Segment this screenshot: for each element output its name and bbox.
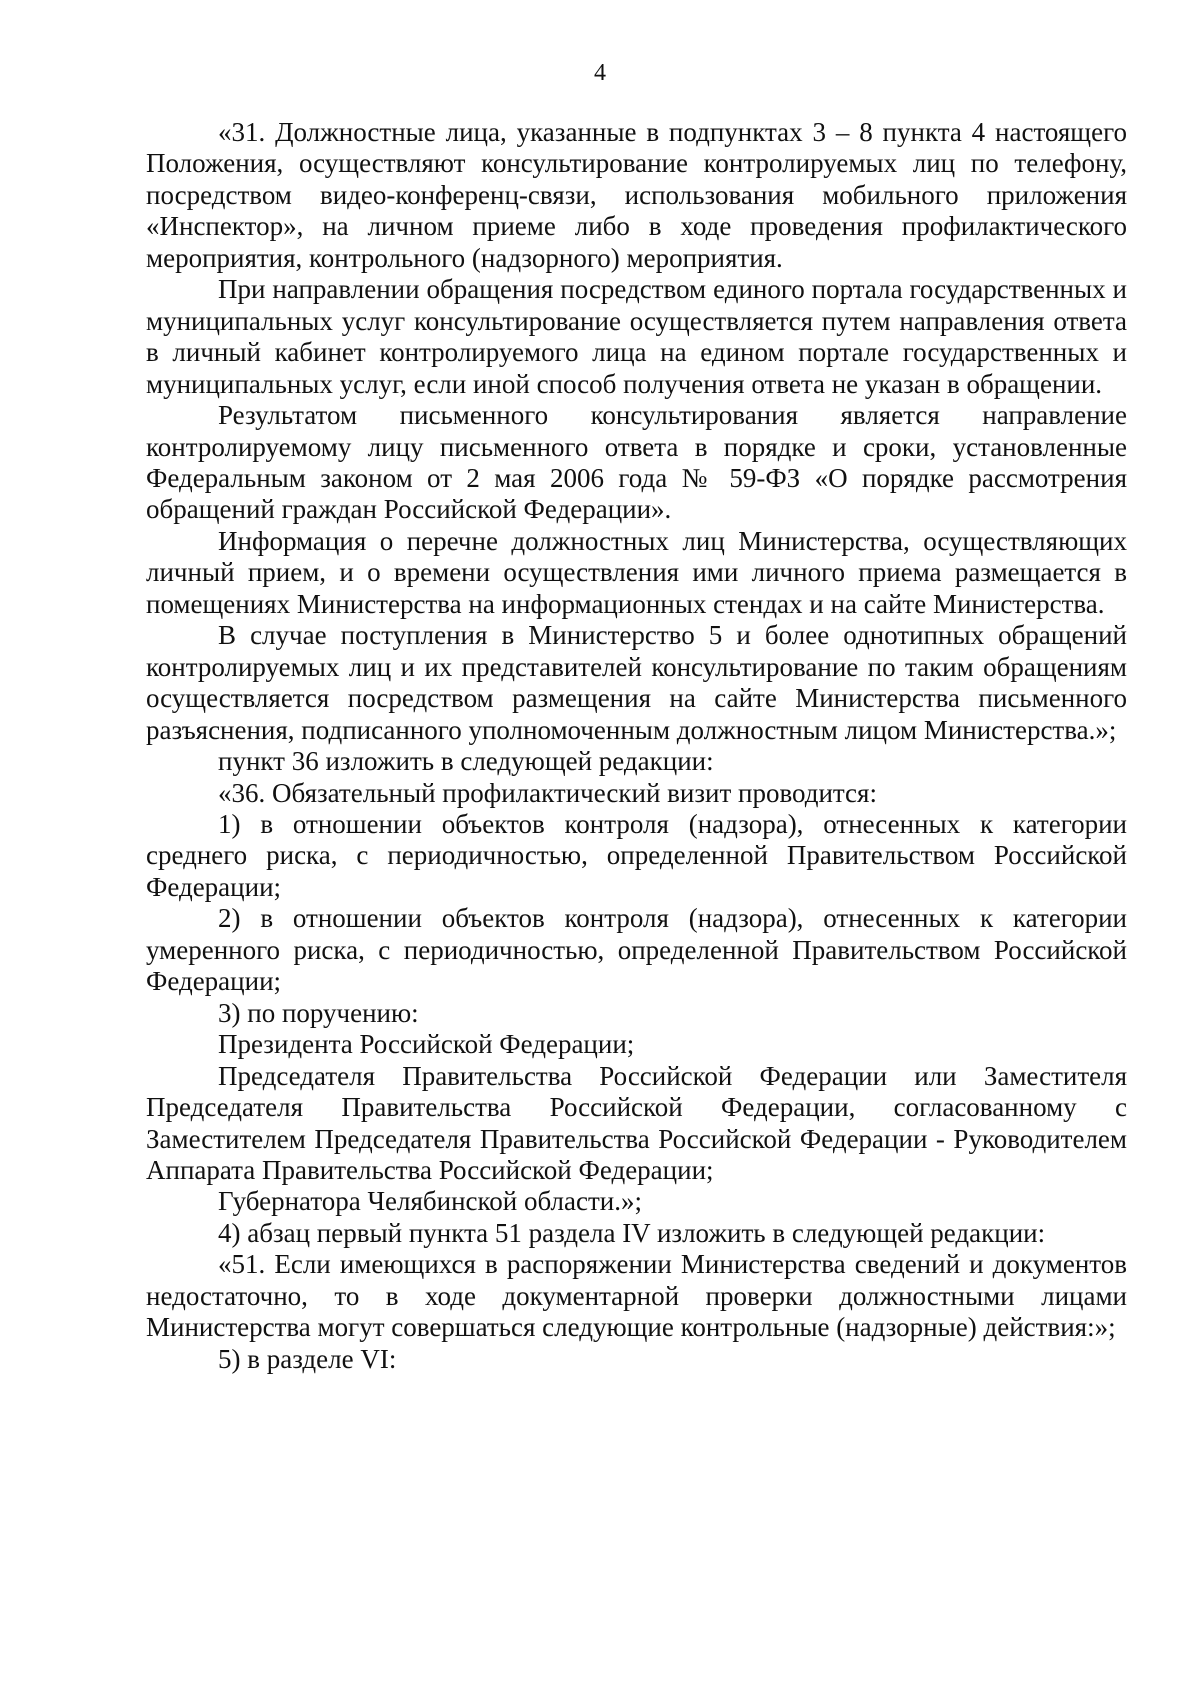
paragraph-portal-consulting: При направлении обращения посредством единого портала государственных и муниципальных услуг консультирование осуществляется путем направления ответа в личный кабинет контролируемого лица на едином портале государственных и муниципальных услуг, если иной способ получения ответа не указан в обращении.: [146, 274, 1127, 399]
paragraph-reception-information: Информация о перечне должностных лиц Министерства, осуществляющих личный прием, и о времени осуществления ими личного приема размещается в помещениях Министерства на информационных стендах и на сайте Министерства.: [146, 525, 1127, 619]
paragraph-section-vi: 5) в разделе VI:: [218, 1343, 397, 1374]
paragraph-item-51-text: «51. Если имеющихся в распоряжении Министерства сведений и документов недостаточно, то в ходе документарной проверки должностными лицами Министерства могут совершаться следующие контрольные (надзорные) действия:»;: [146, 1249, 1127, 1343]
paragraph-written-consulting-result: Результатом письменного консультирования является направление контролируемому лицу письменного ответа в порядке и сроки, установленные Федеральным законом от 2 мая 2006 года № 59-ФЗ «О порядке рассмотрения обращений граждан Российской Федерации».: [146, 400, 1127, 525]
paragraph-item-36-heading: «36. Обязательный профилактический визит проводится:: [218, 777, 877, 808]
paragraph-item-51-instruction: 4) абзац первый пункта 51 раздела IV изложить в следующей редакции:: [218, 1217, 1046, 1248]
list-subitem-president: Президента Российской Федерации;: [218, 1029, 635, 1060]
paragraph-31-consulting-methods: «31. Должностные лица, указанные в подпунктах 3 – 8 пункта 4 настоящего Положения, осуществляют консультирование контролируемых лиц по телефону, посредством видео-конференц-связи, использования мобильного приложения «Инспектор», на личном приеме либо в ходе проведения профилактического мероприятия, контрольного (надзорного) мероприятия.: [146, 117, 1127, 273]
paragraph-similar-requests: В случае поступления в Министерство 5 и более однотипных обращений контролируемых лиц и их представителей консультирование по таким обращениям осуществляется посредством размещения на сайте Министерства письменного разъяснения, подписанного уполномоченным должностным лицом Министерства.»;: [146, 620, 1127, 745]
document-body: [146, 117, 1127, 1375]
paragraph-item-36-instruction: пункт 36 изложить в следующей редакции:: [218, 746, 714, 777]
list-item-by-instruction: 3) по поручению:: [218, 997, 419, 1028]
page-number: 4: [594, 60, 606, 86]
list-item-moderate-risk: 2) в отношении объектов контроля (надзора), отнесенных к категории умеренного риска, с периодичностью, определенной Правительством Российской Федерации;: [146, 903, 1127, 997]
list-subitem-governor: Губернатора Челябинской области.»;: [218, 1186, 642, 1217]
list-item-medium-risk: 1) в отношении объектов контроля (надзора), отнесенных к категории среднего риска, с периодичностью, определенной Правительством Российской Федерации;: [146, 808, 1127, 902]
list-subitem-government-chair: Председателя Правительства Российской Федерации или Заместителя Председателя Правительства Российской Федерации, согласованному с Заместителем Председателя Правительства Российской Федерации - Руководителем Аппарата Правительства Российской Федерации;: [146, 1060, 1127, 1185]
